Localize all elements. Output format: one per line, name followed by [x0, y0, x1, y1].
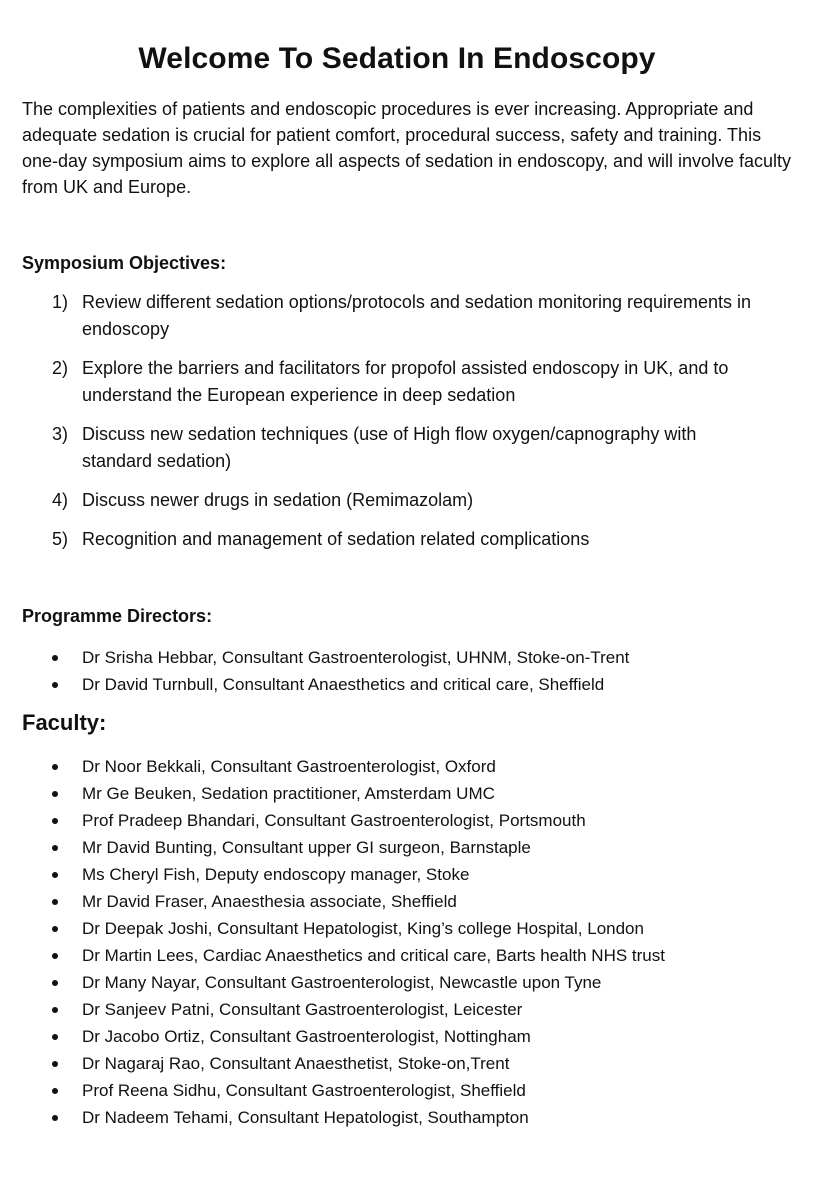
objective-item — [0, 526, 762, 553]
faculty-text: Dr Noor Bekkali, Consultant Gastroenterologist, Oxford — [82, 757, 496, 776]
faculty-item — [0, 808, 780, 835]
faculty-item — [0, 889, 780, 916]
bullet-icon — [52, 845, 58, 851]
faculty-text: Prof Pradeep Bhandari, Consultant Gastroenterologist, Portsmouth — [82, 811, 586, 830]
faculty-item — [0, 781, 780, 808]
faculty-item — [0, 997, 780, 1024]
bullet-icon — [52, 791, 58, 797]
bullet-icon — [52, 1115, 58, 1121]
objective-number: 5) — [52, 529, 69, 549]
objectives-list — [0, 289, 780, 565]
faculty-text: Prof Reena Sidhu, Consultant Gastroenterologist, Sheffield — [82, 1081, 526, 1100]
objective-item — [0, 421, 762, 475]
faculty-list — [0, 754, 780, 1132]
bullet-icon — [52, 872, 58, 878]
objective-item — [0, 289, 762, 343]
bullet-icon — [52, 655, 58, 661]
bullet-icon — [52, 926, 58, 932]
faculty-item — [0, 1024, 780, 1051]
faculty-item — [0, 916, 780, 943]
bullet-icon — [52, 682, 58, 688]
faculty-text: Dr Nadeem Tehami, Consultant Hepatologist, Southampton — [82, 1108, 529, 1127]
faculty-item — [0, 862, 780, 889]
director-text: Dr Srisha Hebbar, Consultant Gastroenterologist, UHNM, Stoke-on-Trent — [82, 648, 630, 667]
objective-text: Review different sedation options/protocols and sedation monitoring requirements in endoscopy — [82, 292, 752, 339]
faculty-text: Ms Cheryl Fish, Deputy endoscopy manager, Stoke — [82, 865, 470, 884]
faculty-text: Dr Jacobo Ortiz, Consultant Gastroenterologist, Nottingham — [82, 1027, 531, 1046]
faculty-text: Dr Sanjeev Patni, Consultant Gastroenterologist, Leicester — [82, 1000, 523, 1019]
objective-number: 4) — [52, 490, 69, 510]
faculty-text: Dr Deepak Joshi, Consultant Hepatologist, King’s college Hospital, London — [82, 919, 644, 938]
bullet-icon — [52, 953, 58, 959]
objective-text: Discuss newer drugs in sedation (Remimazolam) — [82, 490, 474, 510]
faculty-text: Dr Nagaraj Rao, Consultant Anaesthetist, Stoke-on,Trent — [82, 1054, 510, 1073]
director-text: Dr David Turnbull, Consultant Anaesthetics and critical care, Sheffield — [82, 675, 605, 694]
bullet-icon — [52, 1088, 58, 1094]
objective-item — [0, 487, 762, 514]
faculty-heading: Faculty: — [22, 710, 107, 735]
bullet-icon — [52, 1007, 58, 1013]
faculty-item — [0, 1105, 780, 1132]
directors-list — [0, 645, 780, 699]
page-title: Welcome To Sedation In Endoscopy — [138, 42, 656, 75]
bullet-icon — [52, 899, 58, 905]
objective-number: 1) — [52, 292, 69, 312]
faculty-text: Mr David Bunting, Consultant upper GI surgeon, Barnstaple — [82, 838, 531, 857]
director-item — [0, 645, 780, 672]
bullet-icon — [52, 1034, 58, 1040]
objectives-heading: Symposium Objectives: — [22, 253, 227, 273]
faculty-text: Dr Martin Lees, Cardiac Anaesthetics and critical care, Barts health NHS trust — [82, 946, 665, 965]
objective-text: Explore the barriers and facilitators for propofol assisted endoscopy in UK, and to understand the European experience in deep sedation — [82, 358, 729, 405]
faculty-item — [0, 1078, 780, 1105]
bullet-icon — [52, 1061, 58, 1067]
directors-heading: Programme Directors: — [22, 606, 213, 626]
objective-number: 3) — [52, 424, 69, 444]
faculty-item — [0, 1051, 780, 1078]
bullet-icon — [52, 980, 58, 986]
director-item — [0, 672, 780, 699]
bullet-icon — [52, 764, 58, 770]
faculty-item — [0, 970, 780, 997]
faculty-item — [0, 943, 780, 970]
faculty-text: Mr Ge Beuken, Sedation practitioner, Amsterdam UMC — [82, 784, 495, 803]
faculty-text: Mr David Fraser, Anaesthesia associate, Sheffield — [82, 892, 457, 911]
intro-paragraph: The complexities of patients and endoscopic procedures is ever increasing. Appropriate and adequate sedation is crucial for patient comfort, procedural success, safety and training. This one-day symposium aims to explore all aspects of sedation in endoscopy, and will involve faculty from UK and Europe. — [22, 99, 792, 197]
bullet-icon — [52, 818, 58, 824]
objective-text: Discuss new sedation techniques (use of High flow oxygen/capnography with standard sedation) — [82, 424, 697, 471]
faculty-text: Dr Many Nayar, Consultant Gastroenterologist, Newcastle upon Tyne — [82, 973, 602, 992]
faculty-item — [0, 835, 780, 862]
objective-text: Recognition and management of sedation related complications — [82, 529, 590, 549]
objective-number: 2) — [52, 358, 69, 378]
objective-item — [0, 355, 762, 409]
faculty-item — [0, 754, 780, 781]
